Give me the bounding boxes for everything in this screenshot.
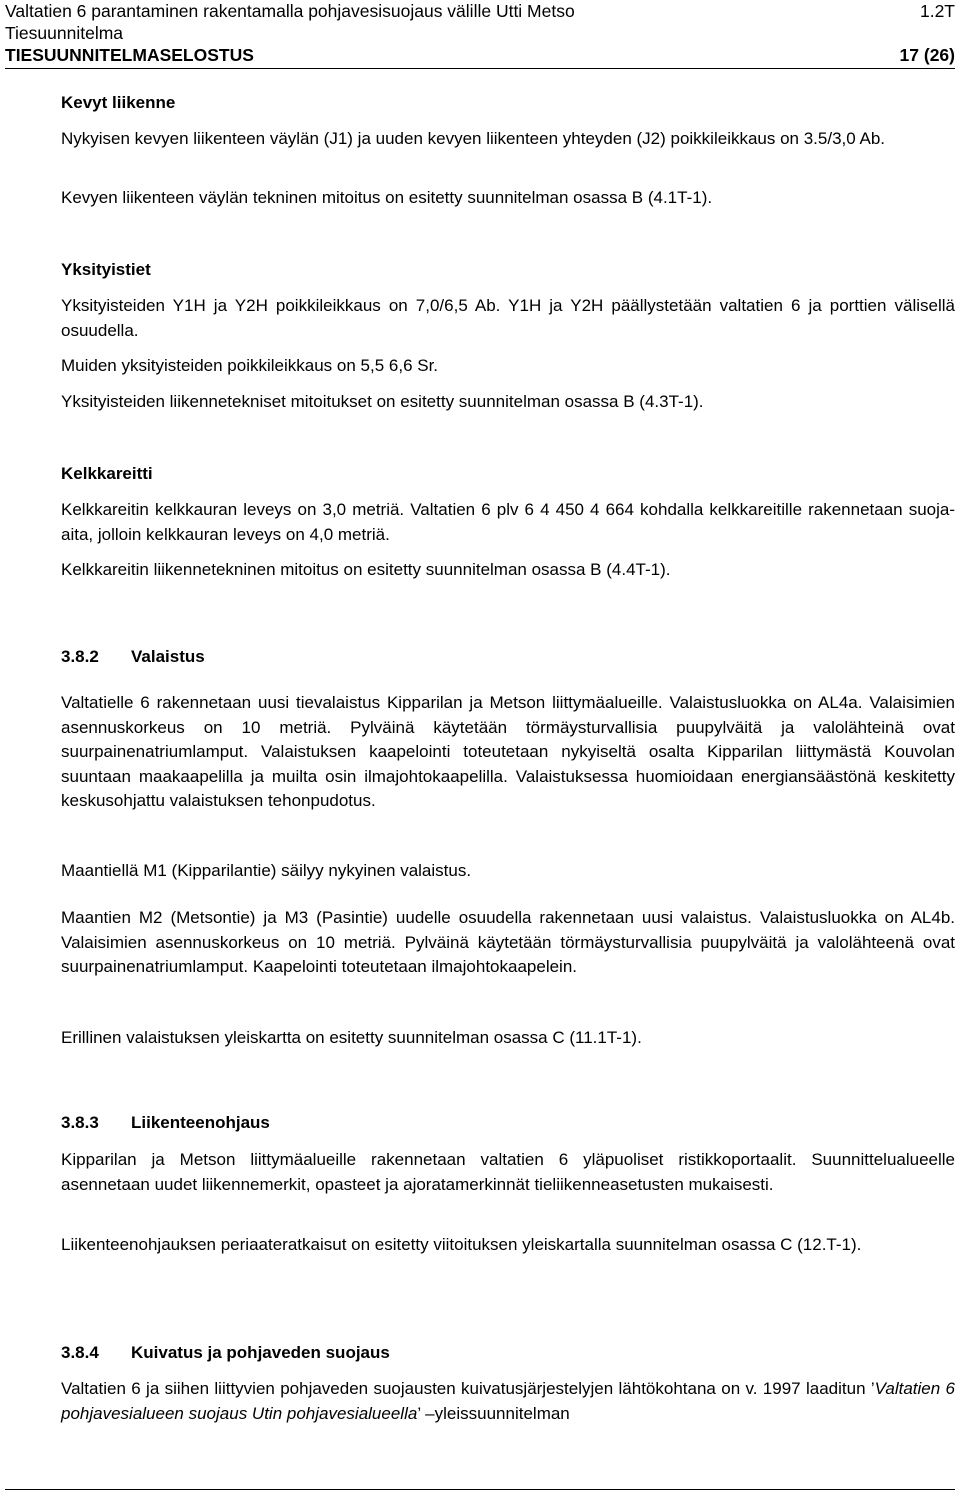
paragraph: Kelkkareitin liikennetekninen mitoitus on esitetty suunnitelman osassa B (4.4T-1).: [61, 560, 671, 579]
italic-title: Valtatien 6 pohjavesialueen suojaus Utin pohjavesialueella: [61, 1379, 955, 1423]
paragraph-block: [61, 558, 955, 583]
paragraph: Nykyisen kevyen liikenteen väylän (J1) ja uuden kevyen liikenteen yhteyden (J2) poikkileikkaus on 3.5/3,0 Ab.: [61, 129, 886, 148]
section-heading: [61, 1111, 955, 1136]
paragraph-block: [61, 1148, 955, 1197]
paragraph: Maantiellä M1 (Kipparilantie) säilyy nykyinen valaistus.: [61, 861, 472, 880]
paragraph-block: [61, 127, 955, 152]
paragraph-block: [61, 354, 955, 379]
paragraph: Maantien M2 (Metsontie) ja M3 (Pasintie) uudelle osuudella rakennetaan uusi valaistus. Valaistusluokka on AL4b. Valaisimien asennuskorkeus on 10 metriä. Pylväinä käytetään törmäysturvallisia puupylväitä ja valolähteenä ovat suurpainenatriumlamput. Kaapelointi toteutetaan ilmajohtokaapelein.: [61, 908, 955, 976]
section-title: Valaistus: [131, 647, 205, 666]
paragraph-block: [61, 1233, 955, 1258]
section-kevyt-liikenne: [61, 91, 955, 116]
section-heading: [61, 645, 955, 670]
paragraph-block: [61, 1377, 955, 1426]
paragraph: Kipparilan ja Metson liittymäalueille rakennetaan valtatien 6 yläpuoliset ristikkoportaalit. Suunnittelualueelle asennetaan uudet liikennemerkit, opasteet ja ajoratamerkinnät tieliikenneasetusten mukaisesti.: [61, 1150, 955, 1194]
text-run: Valtatien 6 ja siihen liittyvien pohjaveden suojausten kuivatusjärjestelyjen lähtökohtana on v. 1997 laaditun ’: [61, 1379, 875, 1398]
paragraph: Kevyen liikenteen väylän tekninen mitoitus on esitetty suunnitelman osassa B (4.1T-1).: [61, 188, 713, 207]
section-heading: [61, 1341, 955, 1366]
header-rule: [5, 68, 955, 69]
section-number: 3.8.3: [61, 1113, 99, 1132]
paragraph: Liikenteenohjauksen periaateratkaisut on esitetty viitoituksen yleiskartalla suunnitelman osassa C (12.T-1).: [61, 1235, 862, 1254]
section-number: 3.8.4: [61, 1343, 99, 1362]
header-code: 1.2T: [919, 1, 955, 21]
paragraph: Muiden yksityisteiden poikkileikkaus on 5,5 6,6 Sr.: [61, 356, 439, 375]
section-kelkkareitti: [61, 462, 955, 487]
paragraph-block: [61, 1026, 955, 1051]
header-doc-type: TIESUUNNITELMASELOSTUS: [5, 45, 254, 65]
page-header: [5, 0, 955, 66]
header-title: Valtatien 6 parantaminen rakentamalla pohjavesisuojaus välille Utti Metso: [5, 1, 575, 21]
section-yksityistiet: [61, 258, 955, 283]
section-heading: Kelkkareitti: [61, 464, 153, 483]
paragraph-block: [61, 186, 955, 211]
paragraph-block: [61, 294, 955, 343]
paragraph: Erillinen valaistuksen yleiskartta on esitetty suunnitelman osassa C (11.1T-1).: [61, 1028, 642, 1047]
text-run: ’ –yleissuunnitelman: [417, 1403, 570, 1423]
paragraph: Yksityisteiden liikennetekniset mitoitukset on esitetty suunnitelman osassa B (4.3T-1).: [61, 392, 704, 411]
paragraph-block: [61, 906, 955, 980]
section-liikenteenohjaus: [61, 1111, 955, 1136]
section-heading: Kevyt liikenne: [61, 93, 176, 112]
header-row-3: [5, 44, 955, 66]
header-row-2: [5, 22, 955, 44]
section-valaistus: [61, 645, 955, 670]
paragraph-block: [61, 691, 955, 814]
paragraph-block: [61, 859, 955, 884]
section-title: Kuivatus ja pohjaveden suojaus: [131, 1343, 390, 1362]
header-subtitle: Tiesuunnitelma: [5, 23, 124, 43]
paragraph-block: [61, 498, 955, 547]
paragraph-block: [61, 390, 955, 415]
paragraph: Valtatielle 6 rakennetaan uusi tievalaistus Kipparilan ja Metson liittymäalueille. Valaistusluokka on AL4a. Valaisimien asennuskorkeus on 10 metriä. Pylväinä käytetään törmäysturvallisia puupylväitä ja valolähteinä ovat suurpainenatriumlamput. Valaistuksen kaapelointi toteutetaan nykyiseltä osalta Kipparilan liittymästä Kouvolan suuntaan maakaapelilla ja muilta osin ilmajohtokaapelilla. Valaistuksessa huomioidaan energiansäästönä keskitetty keskusohjattu valaistuksen tehonpudotus.: [61, 693, 955, 810]
paragraph: Yksityisteiden Y1H ja Y2H poikkileikkaus on 7,0/6,5 Ab. Y1H ja Y2H päällystetään valtatien 6 ja porttien välisellä osuudella.: [61, 296, 955, 340]
paragraph: Kelkkareitin kelkkauran leveys on 3,0 metriä. Valtatien 6 plv 6 4 450 4 664 kohdalla kelkkareitille rakennetaan suoja-aita, jolloin kelkkauran leveys on 4,0 metriä.: [61, 500, 955, 544]
section-number: 3.8.2: [61, 647, 99, 666]
footer-rule: [5, 1489, 955, 1490]
header-page-number: 17 (26): [899, 45, 955, 65]
paragraph: [61, 1377, 955, 1426]
header-row-1: [5, 0, 955, 22]
section-heading: Yksityistiet: [61, 260, 151, 279]
section-kuivatus: [61, 1341, 955, 1366]
section-title: Liikenteenohjaus: [131, 1113, 270, 1132]
